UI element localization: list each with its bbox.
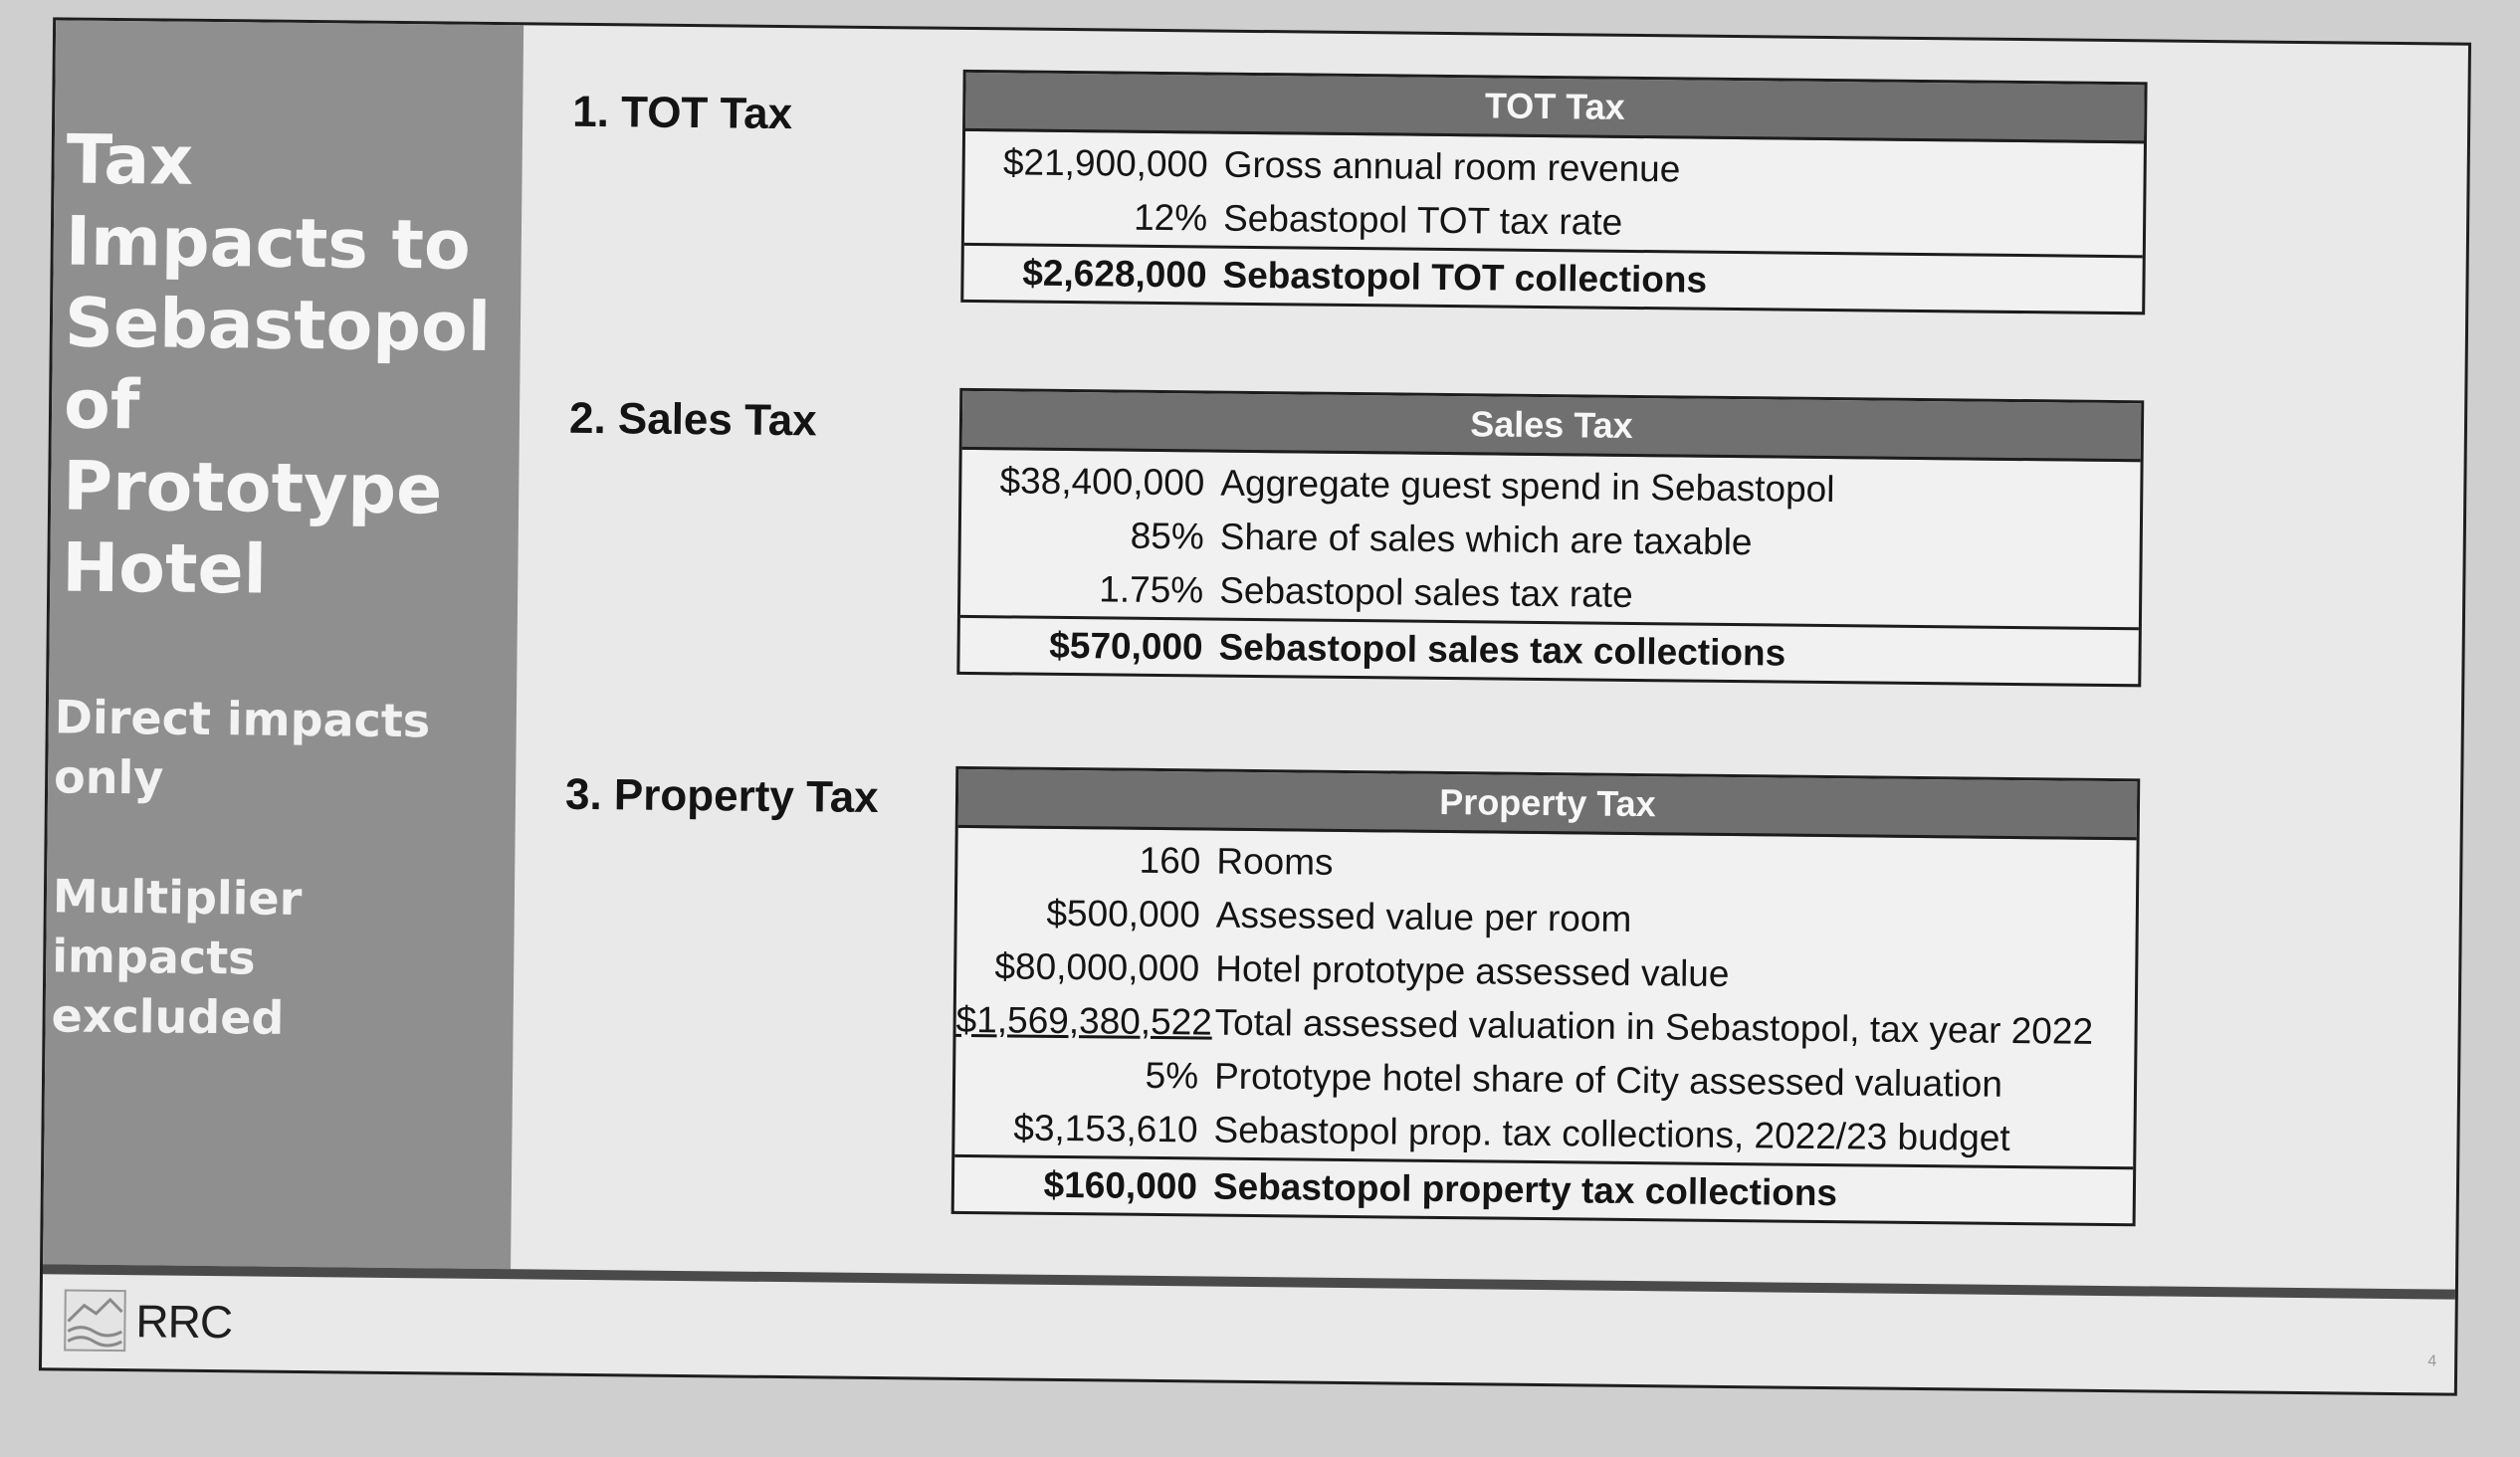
- logo-text: RRC: [135, 1295, 233, 1349]
- row-description: Sebastopol sales tax rate: [1219, 569, 1633, 615]
- table-property-tax: [951, 766, 2141, 1226]
- sidebar-panel: [43, 20, 524, 1269]
- note-multiplier-impacts: Multiplier impacts excluded: [51, 869, 303, 1045]
- row-description: Gross annual room revenue: [1223, 143, 1681, 190]
- row-description: Share of sales which are taxable: [1219, 516, 1753, 563]
- row-value: 12%: [1133, 196, 1208, 239]
- row-description: Aggregate guest spend in Sebastopol: [1220, 462, 1835, 511]
- section-label-sales: 2. Sales Tax: [568, 393, 817, 446]
- row-value: $21,900,000: [1002, 141, 1208, 185]
- row-value: 1.75%: [1099, 568, 1204, 611]
- slide-title: Tax Impacts to Sebastopol of Prototype Hotel: [61, 120, 492, 610]
- table-header: Property Tax: [958, 769, 2138, 840]
- total-description: Sebastopol TOT collections: [1222, 254, 1708, 301]
- total-description: Sebastopol property tax collections: [1212, 1165, 1838, 1214]
- row-description: Sebastopol TOT tax rate: [1222, 197, 1623, 243]
- row-description: Rooms: [1216, 840, 1334, 883]
- total-value: $2,628,000: [1022, 252, 1207, 296]
- page-number: 4: [2427, 1353, 2437, 1370]
- row-description: Sebastopol prop. tax collections, 2022/23 budget: [1213, 1109, 2010, 1158]
- table-tot-tax: [960, 70, 2147, 314]
- footer-divider: [43, 1264, 2455, 1299]
- row-description: Prototype hotel share of City assessed valuation: [1213, 1055, 2003, 1105]
- row-value: 85%: [1130, 515, 1205, 557]
- row-value: $80,000,000: [994, 945, 1200, 989]
- row-value: 5%: [1145, 1054, 1199, 1097]
- section-label-property: 3. Property Tax: [564, 769, 879, 823]
- row-value: $3,153,610: [1013, 1107, 1198, 1150]
- rrc-logo: [64, 1290, 232, 1353]
- note-direct-impacts: Direct impacts only: [53, 690, 431, 805]
- total-description: Sebastopol sales tax collections: [1218, 626, 1786, 674]
- row-value: $500,000: [1046, 892, 1201, 936]
- row-value: $38,400,000: [999, 460, 1205, 504]
- row-value: $1,569,380,522: [955, 998, 1213, 1043]
- table-sales-tax: [956, 388, 2144, 687]
- section-label-tot: 1. TOT Tax: [571, 87, 793, 139]
- row-description: Total assessed valuation in Sebastopol, tax year 2022: [1214, 1001, 2094, 1052]
- row-description: Hotel prototype assessed value: [1215, 947, 1730, 995]
- slide: [39, 17, 2471, 1395]
- table-header: Sales Tax: [962, 391, 2142, 462]
- rrc-logo-icon: [64, 1290, 126, 1353]
- table-header: TOT Tax: [965, 73, 2145, 143]
- total-value: $570,000: [1049, 624, 1203, 668]
- total-value: $160,000: [1043, 1163, 1198, 1207]
- row-description: Assessed value per room: [1215, 894, 1632, 939]
- row-value: 160: [1139, 839, 1201, 882]
